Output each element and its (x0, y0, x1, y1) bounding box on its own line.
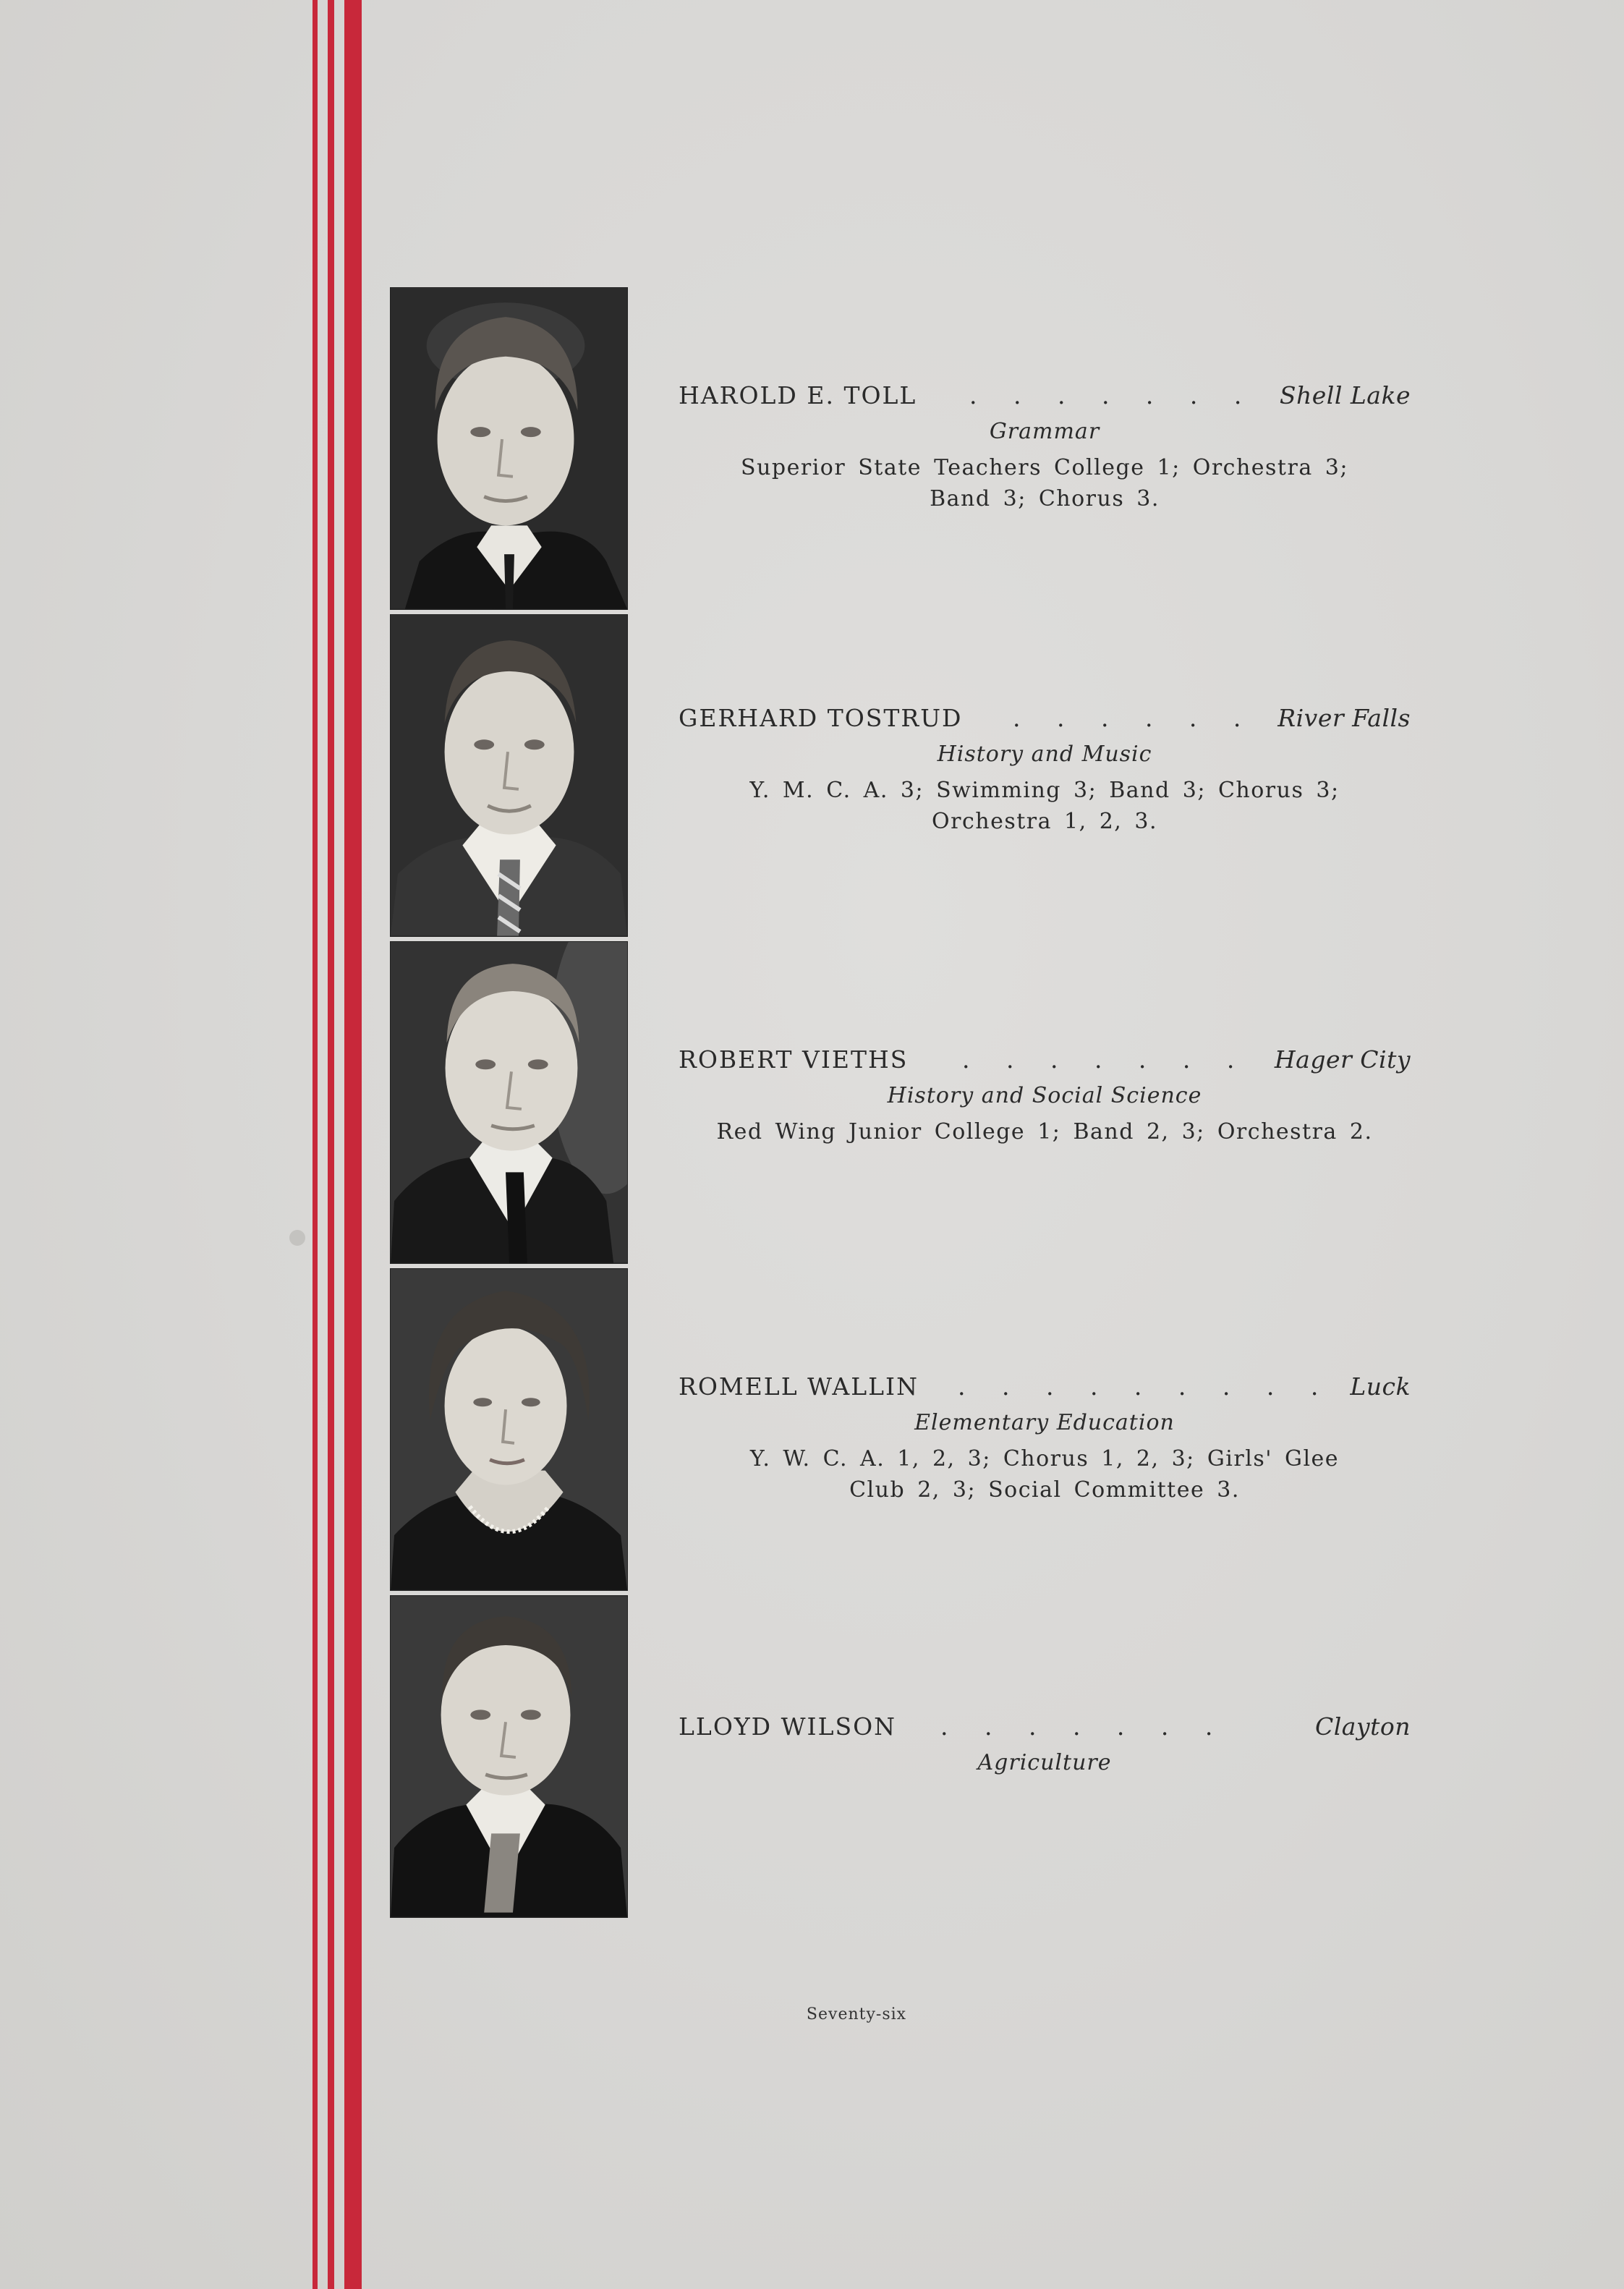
portrait-image (391, 1596, 627, 1917)
portrait-photo-toll (390, 287, 628, 610)
student-name: HAROLD E. TOLL (679, 381, 917, 409)
portrait-photo-tostrud (390, 614, 628, 937)
activities-line: Red Wing Junior College 1; Band 2, 3; Orchestra 2. (716, 1119, 1373, 1144)
student-entry (679, 1045, 1411, 1147)
student-entry (679, 1372, 1411, 1506)
student-course: Agriculture (977, 1750, 1112, 1775)
student-course: History and Social Science (887, 1083, 1202, 1108)
student-hometown: River Falls (1277, 704, 1411, 732)
student-name: ROBERT VIETHS (679, 1045, 909, 1074)
student-hometown: Shell Lake (1279, 381, 1411, 409)
portrait-image (391, 942, 627, 1263)
portrait-photo-wilson (390, 1595, 628, 1918)
activities-line: Club 2, 3; Social Committee 3. (849, 1477, 1240, 1503)
leader-dots: . . . . . . (1013, 704, 1256, 732)
portrait-photo-vieths (390, 941, 628, 1264)
leader-dots: . . . . . . . (940, 1712, 1228, 1741)
student-activities (679, 1443, 1411, 1506)
leader-dots: . . . . . . . . . (958, 1372, 1333, 1401)
name-line (679, 704, 1411, 739)
portrait-image (391, 288, 627, 609)
student-hometown: Luck (1350, 1372, 1411, 1401)
name-line (679, 1712, 1411, 1747)
activities-line: Y. M. C. A. 3; Swimming 3; Band 3; Chorus 3; (749, 778, 1340, 803)
red-border-rule (344, 0, 362, 2289)
red-border-rule (313, 0, 318, 2289)
activities-line: Superior State Teachers College 1; Orchestra 3; (741, 455, 1348, 480)
student-entry (679, 704, 1411, 837)
student-course: Grammar (989, 419, 1100, 444)
name-line (679, 1372, 1411, 1407)
student-course: History and Music (937, 742, 1152, 767)
student-activities (679, 1116, 1411, 1147)
paper-blemish (289, 1230, 305, 1246)
student-name: GERHARD TOSTRUD (679, 704, 963, 732)
student-name: ROMELL WALLIN (679, 1372, 919, 1401)
activities-line: Y. W. C. A. 1, 2, 3; Chorus 1, 2, 3; Girls' Glee (749, 1446, 1340, 1472)
activities-line: Band 3; Chorus 3. (930, 486, 1160, 511)
student-activities (679, 452, 1411, 514)
portrait-image (391, 1269, 627, 1590)
student-activities (679, 775, 1411, 837)
portrait-image (391, 615, 627, 936)
student-hometown: Hager City (1274, 1045, 1411, 1074)
leader-dots: . . . . . . . (962, 1045, 1249, 1074)
student-hometown: Clayton (1314, 1712, 1411, 1741)
student-entry (679, 1712, 1411, 1783)
student-entry (679, 381, 1411, 514)
name-line (679, 381, 1411, 416)
student-name: LLOYD WILSON (679, 1712, 897, 1741)
page-number: Seventy-six (806, 2005, 907, 2023)
portrait-column (390, 287, 628, 1922)
name-line (679, 1045, 1411, 1080)
activities-line: Orchestra 1, 2, 3. (932, 809, 1157, 834)
student-course: Elementary Education (914, 1410, 1175, 1435)
portrait-photo-wallin (390, 1268, 628, 1591)
leader-dots: . . . . . . . (969, 381, 1257, 409)
red-border-rule (328, 0, 334, 2289)
